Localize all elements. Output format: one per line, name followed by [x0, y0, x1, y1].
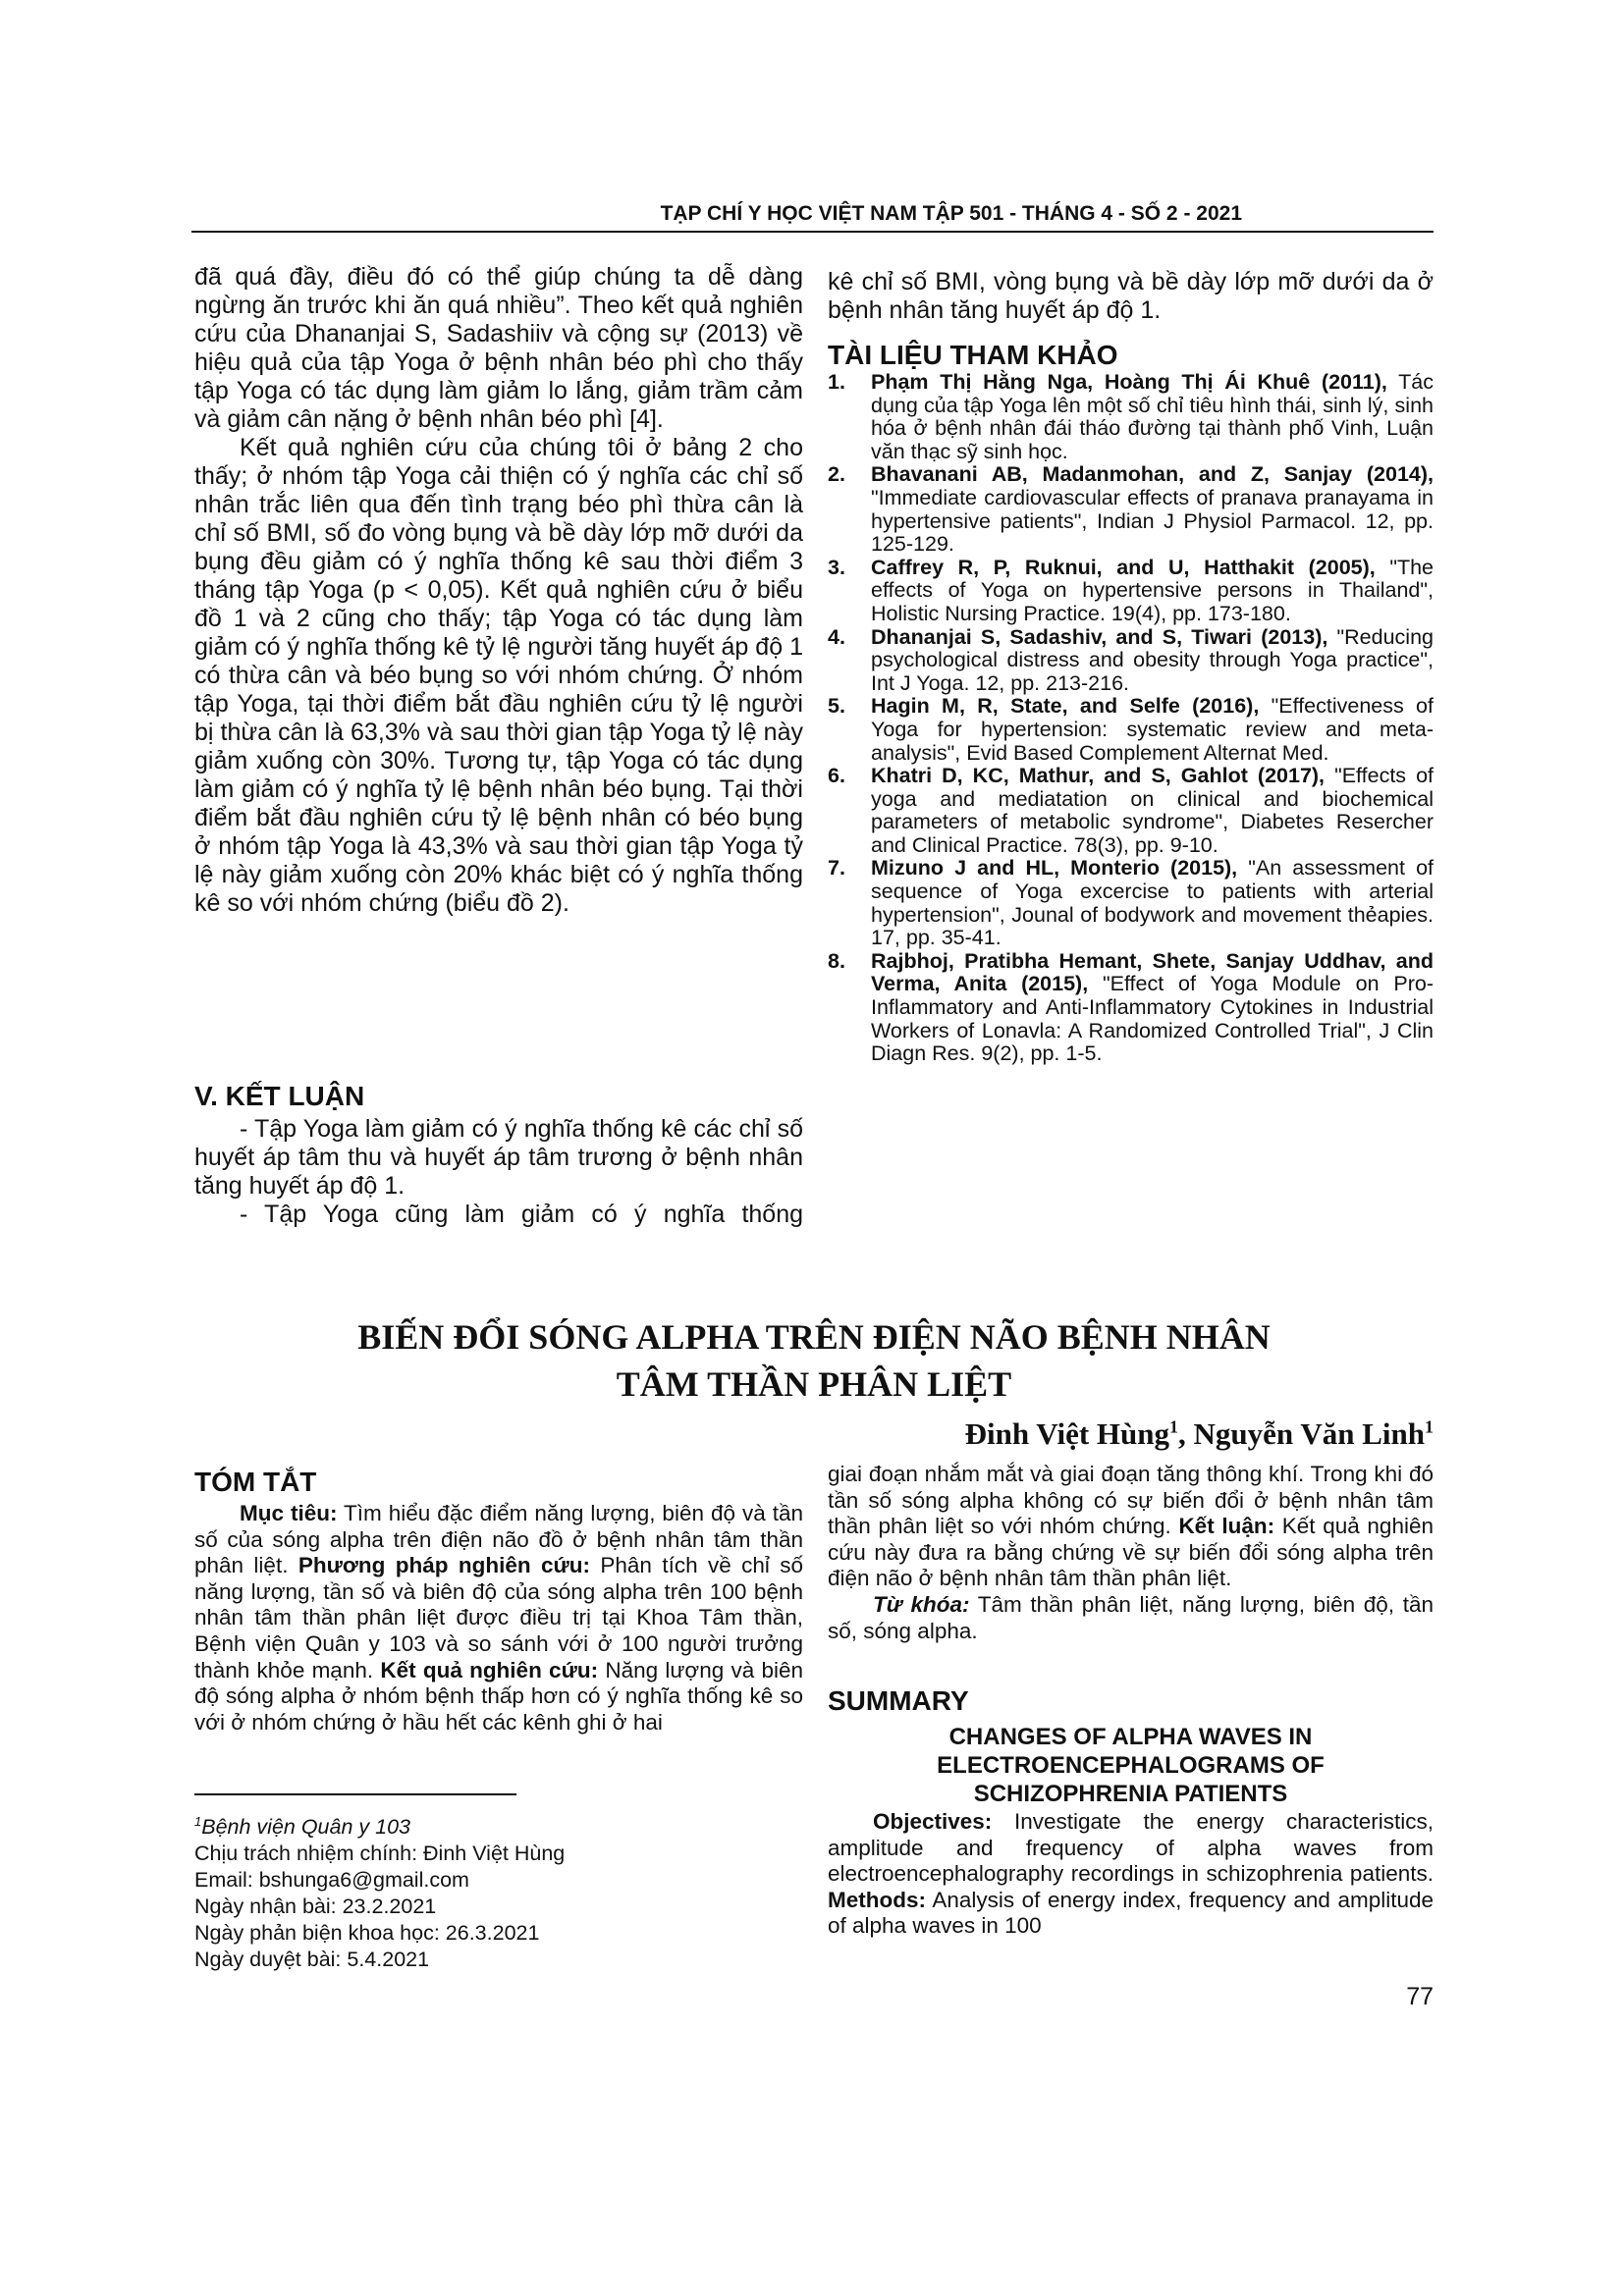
reference-item [828, 765, 1434, 857]
reference-number: 8. [828, 948, 845, 973]
author-2: Nguyễn Văn Linh [1193, 1416, 1425, 1451]
article-title-line-1: BIẾN ĐỔI SÓNG ALPHA TRÊN ĐIỆN NÃO BỆNH NHÂN [357, 1317, 1271, 1357]
reference-item [828, 695, 1434, 765]
conclusion-item-1: - Tập Yoga làm giảm có ý nghĩa thống kê các chỉ số huyết áp tâm thu và huyết áp tâm trương ở bệnh nhân tăng huyết áp độ 1. [194, 1115, 803, 1200]
accepted-date: Ngày duyệt bài: 5.4.2021 [194, 1948, 430, 1972]
abstract-english [828, 1809, 1434, 1940]
en-objectives-text: Investigate the energy characteristics, amplitude and frequency of alpha waves from electroencephalography recordings in schizophrenia patients. [828, 1809, 1434, 1887]
reference-item [828, 463, 1434, 556]
objective-text: Tìm hiểu đặc điểm năng lượng, biên độ và tần số của sóng alpha trên điện não đồ ở bệnh nhân tâm thần phân liệt. [194, 1501, 803, 1578]
affiliation-name: Bệnh viện Quân y 103 [201, 1815, 410, 1840]
article-title [194, 1313, 1434, 1408]
reference-authors: Rajbhoj, Pratibha Hemant, Shete, Sanjay Uddhav, and Verma, Anita (2015), [871, 948, 1434, 996]
english-title-line-3: SCHIZOPHRENIA PATIENTS [973, 1781, 1288, 1807]
reference-text: "Effect of Yoga Module on Pro-Inflammatory and Anti-Inflammatory Cytokines in Industrial Workers of Lonavla: A Randomized Controlled Trial", J Clin Diagn Res. 9(2), pp. 1-5. [871, 972, 1434, 1066]
result-text-continued: giai đoạn nhắm mắt và giai đoạn tăng thông khí. Trong khi đó tần số sóng alpha không có sự biến đổi ở bệnh nhân tâm thần phân liệt so với nhóm chứng. [828, 1462, 1434, 1539]
reference-text: Tác dụng của tập Yoga lên một số chỉ tiêu hình thái, sinh lý, sinh hóa ở bệnh nhân đái tháo đường tại thành phố Vinh, Luận văn thạc sỹ sinh học. [871, 370, 1434, 463]
author-1: Đinh Việt Hùng [964, 1416, 1170, 1451]
left-column-previous-article [194, 263, 803, 918]
result-text: Năng lượng và biên độ sóng alpha ở nhóm bệnh thấp hơn có ý nghĩa thống kê so với ở nhóm chứng ở hầu hết các kênh ghi ở hai [194, 1657, 803, 1735]
reference-authors: Dhananjai S, Sadashiv, and S, Tiwari (2013), [871, 624, 1328, 649]
reference-number: 2. [828, 462, 845, 487]
affiliation-marker: 1 [194, 1814, 202, 1829]
reference-authors: Mizuno J and HL, Monterio (2015), [871, 856, 1238, 881]
footnote [194, 1808, 565, 1973]
method-label: Phương pháp nghiên cứu: [298, 1553, 591, 1578]
reference-authors: Phạm Thị Hằng Nga, Hoàng Thị Ái Khuê (2011), [871, 370, 1387, 394]
conclusion-item-2-continued: kê chỉ số BMI, vòng bụng và bề dày lớp mỡ dưới da ở bệnh nhân tăng huyết áp độ 1. [828, 268, 1434, 324]
abstract-heading: TÓM TẮT [194, 1467, 317, 1497]
reference-item [828, 950, 1434, 1066]
conclusion-text [194, 1115, 803, 1229]
author-2-affiliation: 1 [1425, 1416, 1434, 1437]
abstract-vietnamese-continued [828, 1462, 1434, 1644]
received-date: Ngày nhận bài: 23.2.2021 [194, 1895, 437, 1919]
reference-item [828, 857, 1434, 949]
reference-number: 6. [828, 764, 845, 788]
reference-number: 1. [828, 370, 845, 394]
author-1-affiliation: 1 [1169, 1416, 1179, 1437]
paragraph-discussion-2: Kết quả nghiên cứu của chúng tôi ở bảng 2 cho thấy; ở nhóm tập Yoga cải thiện có ý nghĩa các chỉ số nhân trắc liên qua đến tình trạng béo phì thừa cân là chỉ số BMI, số đo vòng bụng và bề dày lớp mỡ dưới da bụng đều giảm có ý nghĩa thống kê sau thời điểm 3 tháng tập Yoga (p < 0,05). Kết quả nghiên cứu ở biểu đồ 1 và 2 cũng cho thấy; tập Yoga có tác dụng làm giảm có ý nghĩa thống kê tỷ lệ người tăng huyết áp độ 1 có thừa cân và béo bụng so với nhóm chứng. Ở nhóm tập Yoga, tại thời điểm bắt đầu nghiên cứu tỷ lệ người bị thừa cân là 63,3% và sau thời gian tập Yoga tỷ lệ này giảm xuống còn 30%. Tương tự, tập Yoga có tác dụng làm giảm có ý nghĩa tỷ lệ bệnh nhân béo bụng. Tại thời điểm bắt đầu nghiên cứu tỷ lệ bệnh nhân có béo bụng ở nhóm tập Yoga là 43,3% và sau thời gian tập Yoga tỷ lệ này giảm xuống còn 20% khác biệt có ý nghĩa thống kê so với nhóm chứng (biểu đồ 2). [194, 434, 803, 917]
method-text: Phân tích về chỉ số năng lượng, tần số và biên độ của sóng alpha trên 100 bệnh nhân tâm thần phân liệt được điều trị tại Khoa Tâm thần, Bệnh viện Quân y 103 và so sánh với ở 100 người trưởng thành khỏe mạnh. [194, 1553, 803, 1682]
reference-number: 5. [828, 694, 845, 719]
reference-text: "The effects of Yoga on hypertensive persons in Thailand", Holistic Nursing Practice. 19(4), pp. 173-180. [871, 555, 1434, 625]
page-number: 77 [1406, 1983, 1434, 2010]
reference-text: "Reducing psychological distress and obesity through Yoga practice", Int J Yoga. 12, pp. 213-216. [871, 624, 1434, 695]
en-methods-text: Analysis of energy index, frequency and amplitude of alpha waves in 100 [828, 1887, 1434, 1939]
reference-authors: Khatri D, KC, Mathur, and S, Gahlot (2017), [871, 764, 1326, 788]
paragraph-discussion-1: đã quá đầy, điều đó có thể giúp chúng ta dễ dàng ngừng ăn trước khi ăn quá nhiều”. Theo kết quả nghiên cứu của Dhananjai S, Sadashiiv và cộng sự (2013) về hiệu quả của tập Yoga ở bệnh nhân béo phì cho thấy tập Yoga có tác dụng làm giảm lo lắng, giảm trầm cảm và giảm cân nặng ở bệnh nhân béo phì [4]. [194, 263, 803, 433]
reference-authors: Caffrey R, P, Ruknui, and U, Hatthakit (2005), [871, 555, 1376, 579]
objective-label: Mục tiêu: [240, 1501, 338, 1525]
english-title [828, 1723, 1434, 1808]
email: Email: bshunga6@gmail.com [194, 1868, 469, 1893]
conclusion-item-2: - Tập Yoga cũng làm giảm có ý nghĩa thống [240, 1201, 803, 1228]
summary-heading: SUMMARY [828, 1685, 969, 1716]
article-title-line-2: TÂM THẦN PHÂN LIỆT [616, 1364, 1012, 1404]
conclusion-abstract-text: Kết quả nghiên cứu này đưa ra bằng chứng về sự biến đổi sóng alpha trên điện não ở bệnh nhân tâm thần phân liệt. [828, 1514, 1434, 1591]
reference-item [828, 626, 1434, 696]
reference-item [828, 557, 1434, 626]
reference-number: 4. [828, 624, 845, 649]
reference-text: "Effectiveness of Yoga for hypertension: systematic review and meta-analysis", Evid Based Complement Alternat Med. [871, 694, 1434, 765]
reference-authors: Hagin M, R, State, and Selfe (2016), [871, 694, 1260, 719]
author-separator: , [1178, 1416, 1194, 1451]
reference-text: "An assessment of sequence of Yoga excercise to patients with arterial hypertension", Jounal of bodywork and movement thẻapies. 17, pp. 35-41. [871, 856, 1434, 950]
keywords-label: Từ khóa: [873, 1591, 970, 1617]
affiliation [194, 1815, 410, 1839]
en-objectives-label: Objectives: [873, 1809, 993, 1834]
en-methods-label: Methods: [828, 1887, 926, 1912]
journal-header: TẠP CHÍ Y HỌC VIỆT NAM TẬP 501 - THÁNG 4 - SỐ 2 - 2021 [660, 202, 1242, 225]
reference-item [828, 371, 1434, 463]
keywords-text: Tâm thần phân liệt, năng lượng, biên độ, tần số, sóng alpha. [828, 1591, 1434, 1643]
abstract-vietnamese [194, 1501, 803, 1735]
header-rule [191, 231, 1434, 233]
english-title-line-2: ELECTROENCEPHALOGRAMS OF [937, 1752, 1325, 1779]
corresponding-author: Chịu trách nhiệm chính: Đinh Việt Hùng [194, 1842, 566, 1866]
reference-number: 3. [828, 555, 845, 579]
conclusion-heading: V. KẾT LUẬN [194, 1081, 365, 1111]
review-date: Ngày phản biện khoa học: 26.3.2021 [194, 1921, 540, 1946]
references-list [828, 371, 1434, 1066]
conclusion-label: Kết luận: [1178, 1514, 1275, 1539]
english-title-line-1: CHANGES OF ALPHA WAVES IN [948, 1724, 1313, 1750]
footnote-rule [194, 1793, 516, 1795]
references-heading: TÀI LIỆU THAM KHẢO [828, 340, 1118, 370]
reference-text: "Effects of yoga and mediatation on clinical and biochemical parameters of metabolic syndrome", Diabetes Resercher and Clinical Practice. 78(3), pp. 9-10. [871, 764, 1434, 857]
reference-text: "Immediate cardiovascular effects of pranava pranayama in hypertensive patients", Indian J Physiol Parmacol. 12, pp. 125-129. [871, 485, 1434, 557]
reference-number: 7. [828, 856, 845, 881]
authors [965, 1416, 1434, 1452]
reference-authors: Bhavanani AB, Madanmohan, and Z, Sanjay (2014), [871, 462, 1434, 487]
result-label: Kết quả nghiên cứu: [380, 1657, 599, 1682]
